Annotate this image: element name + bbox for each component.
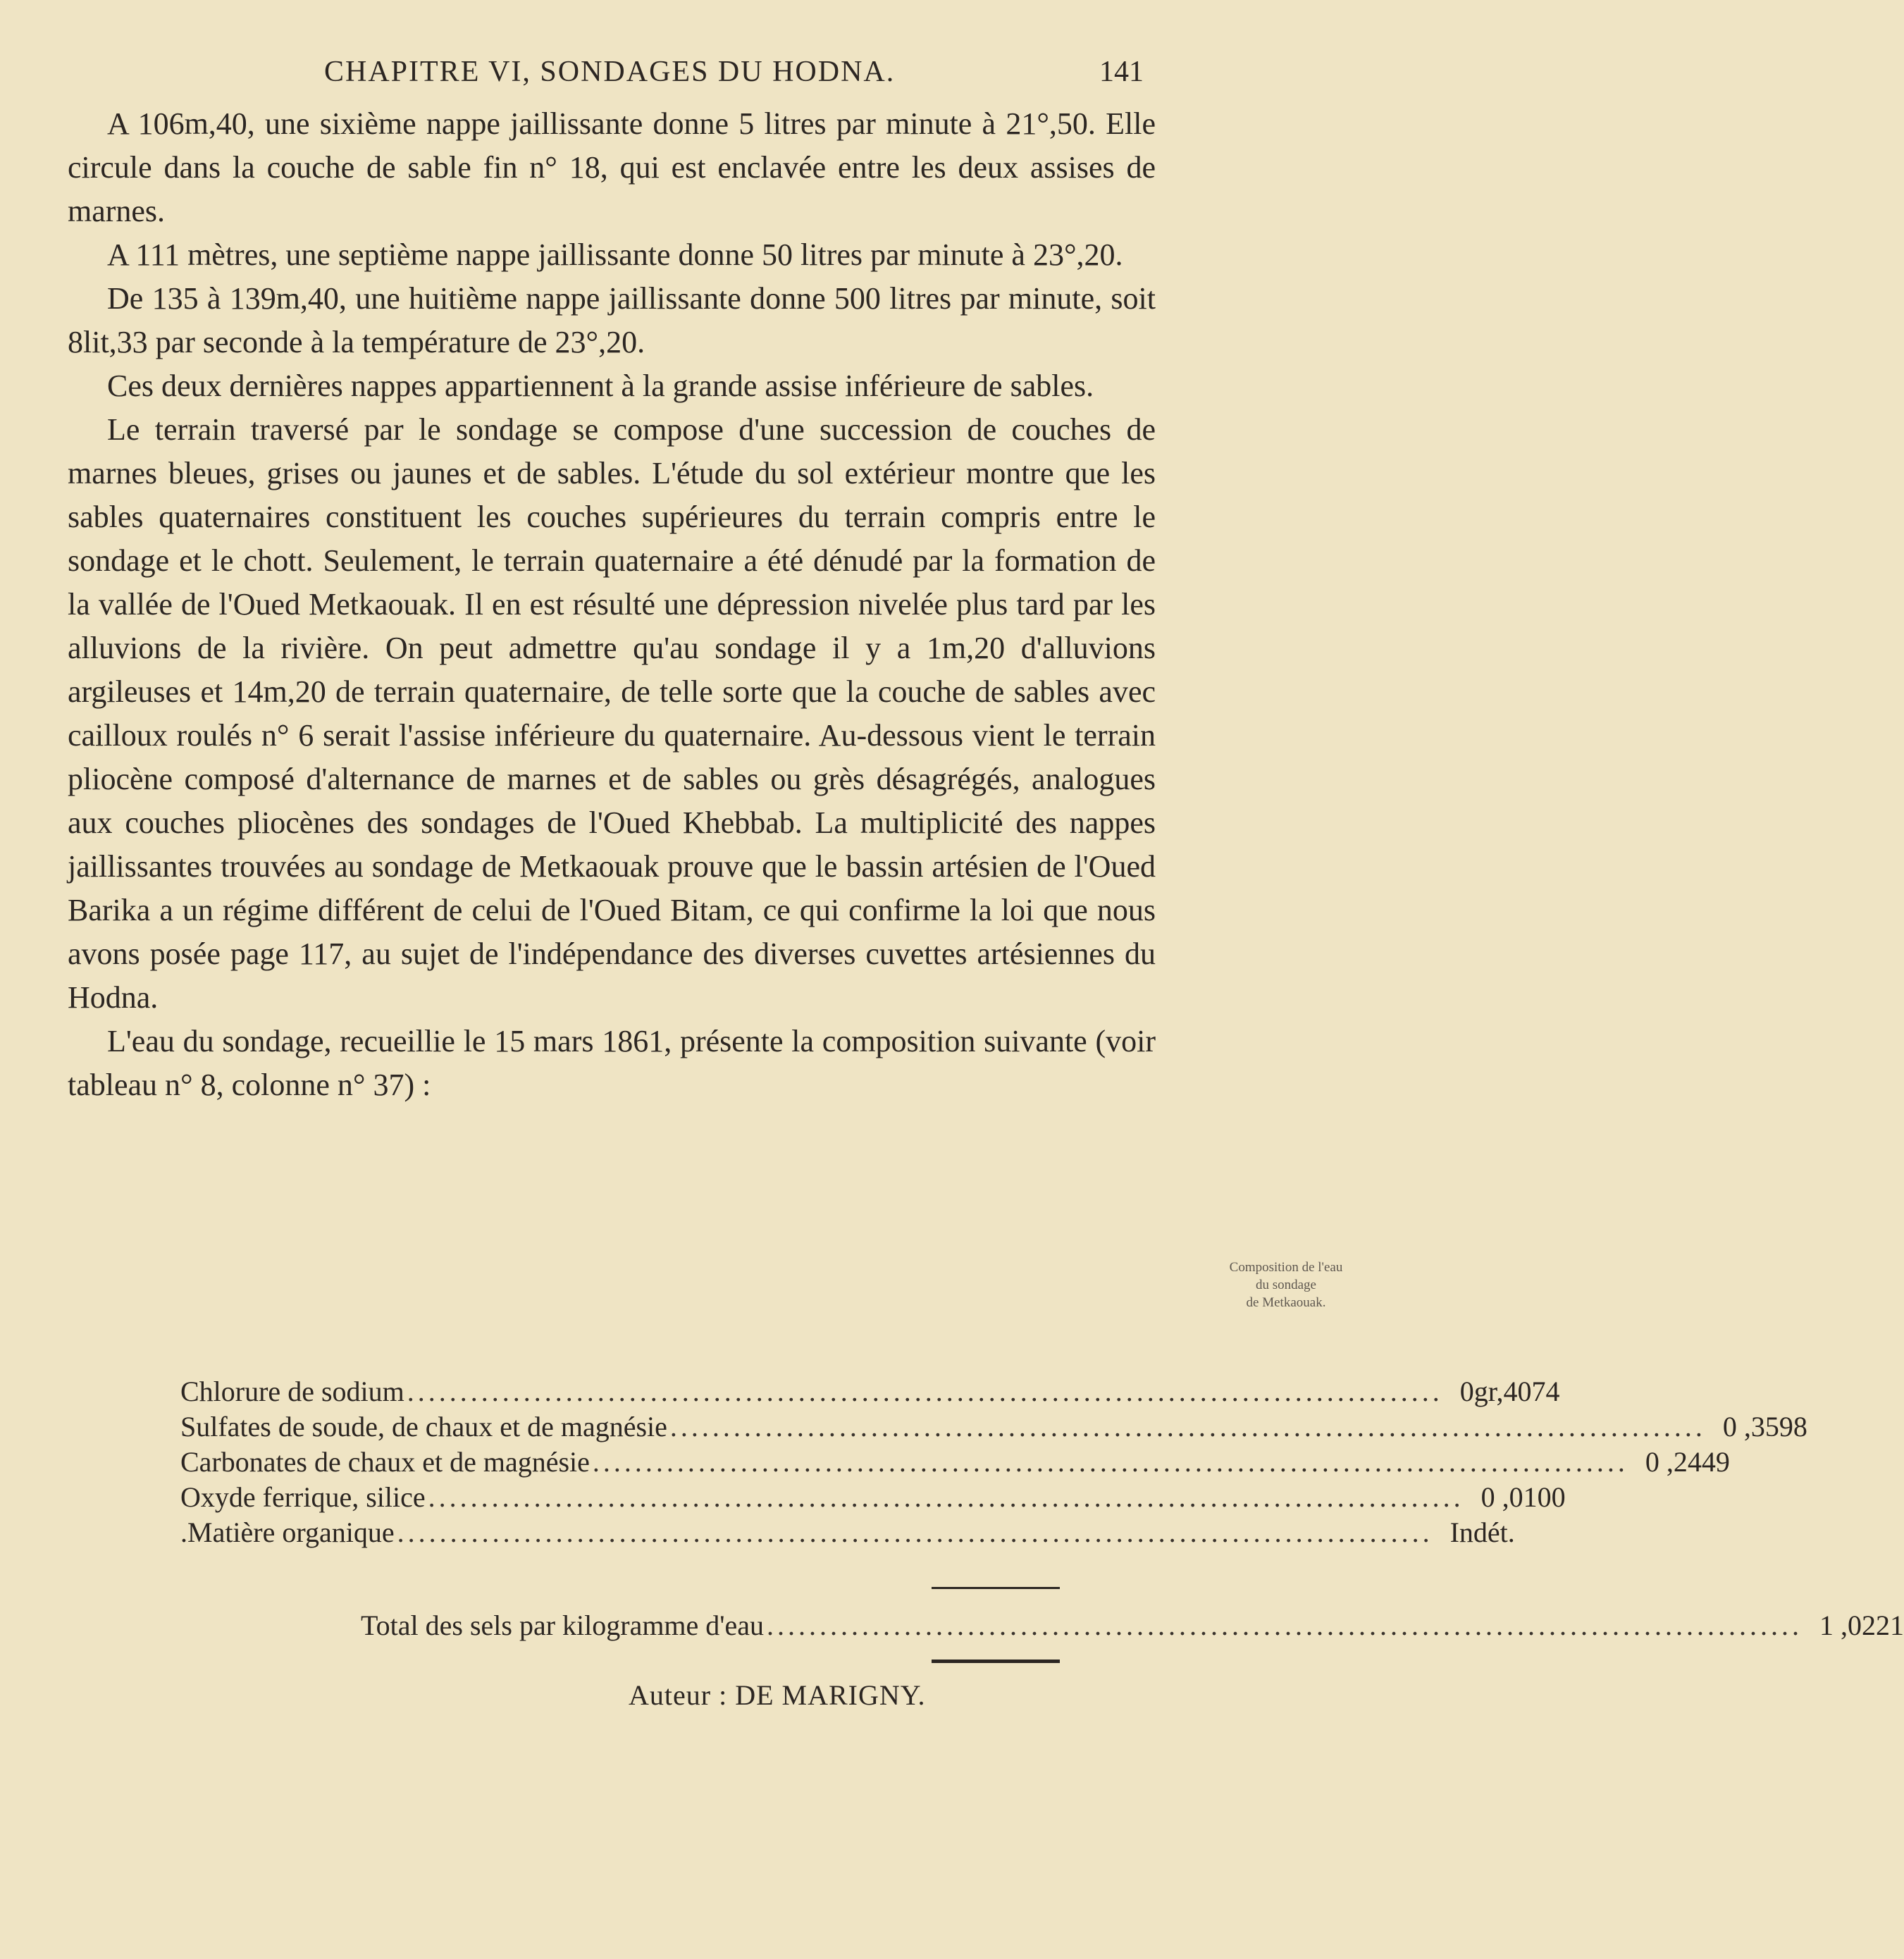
- dot-leader: ..................................................................................................: [428, 1481, 1464, 1513]
- composition-value: 0 ,0100: [1480, 1481, 1566, 1513]
- composition-label: Carbonates de chaux et de magnésie: [180, 1446, 590, 1478]
- total-rule: [932, 1587, 1060, 1589]
- composition-row: [180, 1374, 1560, 1409]
- running-header: CHAPITRE VI, SONDAGES DU HODNA.: [324, 56, 896, 88]
- total-label: Total des sels par kilogramme d'eau: [361, 1609, 765, 1641]
- composition-row: [180, 1445, 1730, 1480]
- composition-value: Indét.: [1449, 1516, 1515, 1548]
- composition-label: .Matière organique: [180, 1516, 395, 1548]
- body-text: [68, 102, 1156, 1107]
- margin-note-line: de Metkaouak.: [1246, 1295, 1326, 1310]
- page-number: 141: [1099, 56, 1144, 88]
- author-credit: Auteur : DE MARIGNY.: [629, 1679, 926, 1711]
- composition-value: 0gr,4074: [1459, 1376, 1560, 1407]
- composition-value: 0 ,2449: [1645, 1446, 1730, 1478]
- margin-note-line: du sondage: [1255, 1278, 1316, 1292]
- composition-value: 0 ,3598: [1722, 1411, 1807, 1442]
- paragraph-eighth-aquifer: De 135 à 139m,40, une huitième nappe jaillissante donne 500 litres par minute, soit 8lit,33 par seconde à la température de 23°,20.: [68, 281, 1156, 359]
- composition-label: Oxyde ferrique, silice: [180, 1481, 426, 1513]
- dot-leader: ..................................................................................................: [669, 1411, 1706, 1442]
- composition-row: [180, 1409, 1807, 1445]
- dot-leader: ..................................................................................................: [592, 1446, 1628, 1478]
- paragraph-water-composition-intro: L'eau du sondage, recueillie le 15 mars 1861, présente la composition suivante (voir tableau n° 8, colonne n° 37) :: [68, 1024, 1156, 1102]
- dot-leader: ..................................................................................................: [767, 1609, 1803, 1641]
- paragraph-terrain-description: Le terrain traversé par le sondage se compose d'une succession de couches de marnes bleues, grises ou jaunes et de sables. L'étude du sol extérieur montre que les sables quaternaires constituent les couches supérieures du terrain compris entre le sondage et le chott. Seulement, le terrain quaternaire a été dénudé par la formation de la vallée de l'Oued Metkaouak. Il en est résulté une dépression nivelée plus tard par les alluvions de la rivière. On peut admettre qu'au sondage il y a 1m,20 d'alluvions argileuses et 14m,20 de terrain quaternaire, de telle sorte que la couche de sables avec cailloux roulés n° 6 serait l'assise inférieure du quaternaire. Au-dessous vient le terrain pliocène composé d'alternance de marnes et de sables ou grès désagrégés, analogues aux couches pliocènes des sondages de l'Oued Khebbab. La multiplicité des nappes jaillissantes trouvées au sondage de Metkaouak prouve que le bassin artésien de l'Oued Barika a un régime différent de celui de l'Oued Bitam, ce qui confirme la loi que nous avons posée page 117, au sujet de l'indépendance des diverses cuvettes artésiennes du Hodna.: [68, 412, 1156, 1015]
- composition-table: [180, 1374, 1807, 1550]
- margin-note-line: Composition de l'eau: [1229, 1260, 1343, 1275]
- margin-note: [1191, 1259, 1381, 1311]
- paragraph-sixth-aquifer: A 106m,40, une sixième nappe jaillissante donne 5 litres par minute à 21°,50. Elle circule dans la couche de sable fin n° 18, qui est enclavée entre les deux assises de marnes.: [68, 106, 1156, 228]
- total-value: 1 ,0221: [1819, 1609, 1904, 1641]
- composition-row: [180, 1515, 1515, 1550]
- closing-rule: [932, 1660, 1060, 1663]
- dot-leader: ..................................................................................................: [407, 1376, 1443, 1407]
- composition-row: [180, 1480, 1566, 1515]
- dot-leader: ..................................................................................................: [397, 1516, 1433, 1548]
- composition-label: Sulfates de soude, de chaux et de magnésie: [180, 1411, 667, 1442]
- composition-total-row: [361, 1608, 1904, 1643]
- paragraph-lower-sands: Ces deux dernières nappes appartiennent à la grande assise inférieure de sables.: [107, 369, 1094, 403]
- total-row: [361, 1608, 1904, 1643]
- paragraph-seventh-aquifer: A 111 mètres, une septième nappe jaillissante donne 50 litres par minute à 23°,20.: [107, 237, 1123, 272]
- composition-label: Chlorure de sodium: [180, 1376, 404, 1407]
